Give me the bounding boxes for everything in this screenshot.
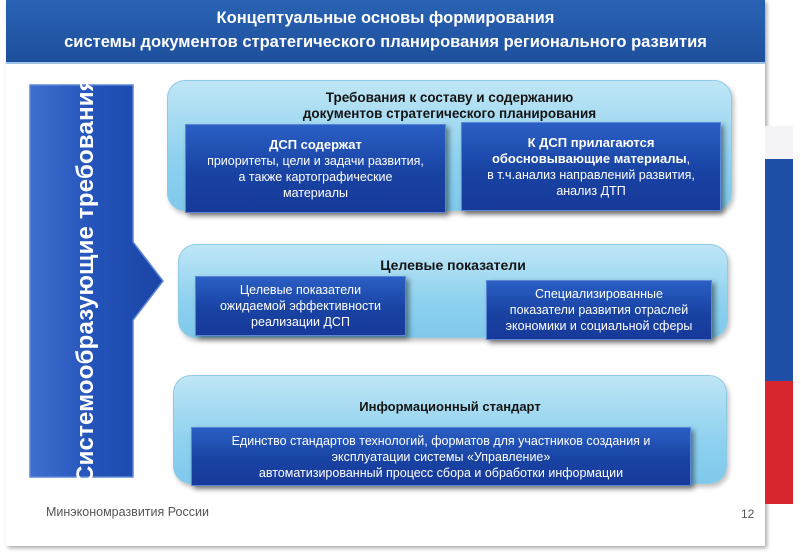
flag-stripe-blue [765, 159, 793, 381]
dsp-attachments-line2: анализ ДТП [556, 183, 626, 198]
footer-organization: Минэкономразвития России [46, 505, 209, 519]
dsp-content-line2: а также картографические [238, 169, 393, 184]
standards-unity-line2: эксплуатации системы «Управление» [331, 449, 551, 464]
specialized-indicators-box [486, 280, 712, 340]
dsp-attachments-line1: в т.ч.анализ направлений развития, [487, 167, 695, 182]
specialized-indicators-line1: Специализированные [535, 287, 663, 301]
dsp-content-heading: ДСП содержат [269, 136, 362, 152]
expected-efficiency-line1: Целевые показатели [239, 283, 362, 297]
header-title-line1: Концептуальные основы формирования [216, 9, 555, 27]
dsp-content-line3: материалы [283, 185, 348, 200]
standards-unity-box [191, 427, 691, 486]
specialized-indicators-line2: показатели развития отраслей [509, 303, 689, 317]
header-divider [6, 62, 765, 64]
dsp-attachments-box [461, 122, 721, 211]
side-label-text: Системообразующие требования [72, 77, 99, 483]
dsp-content-box [185, 124, 446, 213]
slide-header [6, 0, 765, 62]
requirements-title-line1: Требования к составу и содержанию [325, 90, 574, 105]
side-label [31, 77, 141, 483]
flag-stripe-red [765, 381, 793, 504]
dsp-attachments-heading: К ДСП прилагаются [527, 134, 655, 150]
expected-efficiency-line3: реализации ДСП [251, 315, 350, 329]
expected-efficiency-line2: ожидаемой эффективности [219, 299, 382, 313]
dsp-attachments-heading-2: обосновывающие материалы [491, 150, 687, 166]
flag-stripe-white [765, 126, 793, 159]
footer-page-number: 12 [741, 507, 755, 521]
expected-efficiency-box [195, 276, 406, 336]
specialized-indicators-line3: экономики и социальной сферы [505, 319, 693, 333]
standards-unity-line1: Единство стандартов технологий, форматов для участников создания и [231, 433, 651, 448]
target-indicators-title: Целевые показатели [380, 257, 526, 273]
header-title-line2: системы документов стратегического планирования регионального развития [64, 33, 707, 51]
information-standard-title: Информационный стандарт [359, 399, 541, 414]
standards-unity-line3: автоматизированный процесс сбора и обработки информации [258, 465, 624, 480]
dsp-content-line1: приоритеты, цели и задачи развития, [207, 153, 424, 168]
requirements-title-line2: документов стратегического планирования [302, 106, 597, 121]
dsp-attachments-comma: , [686, 151, 691, 166]
